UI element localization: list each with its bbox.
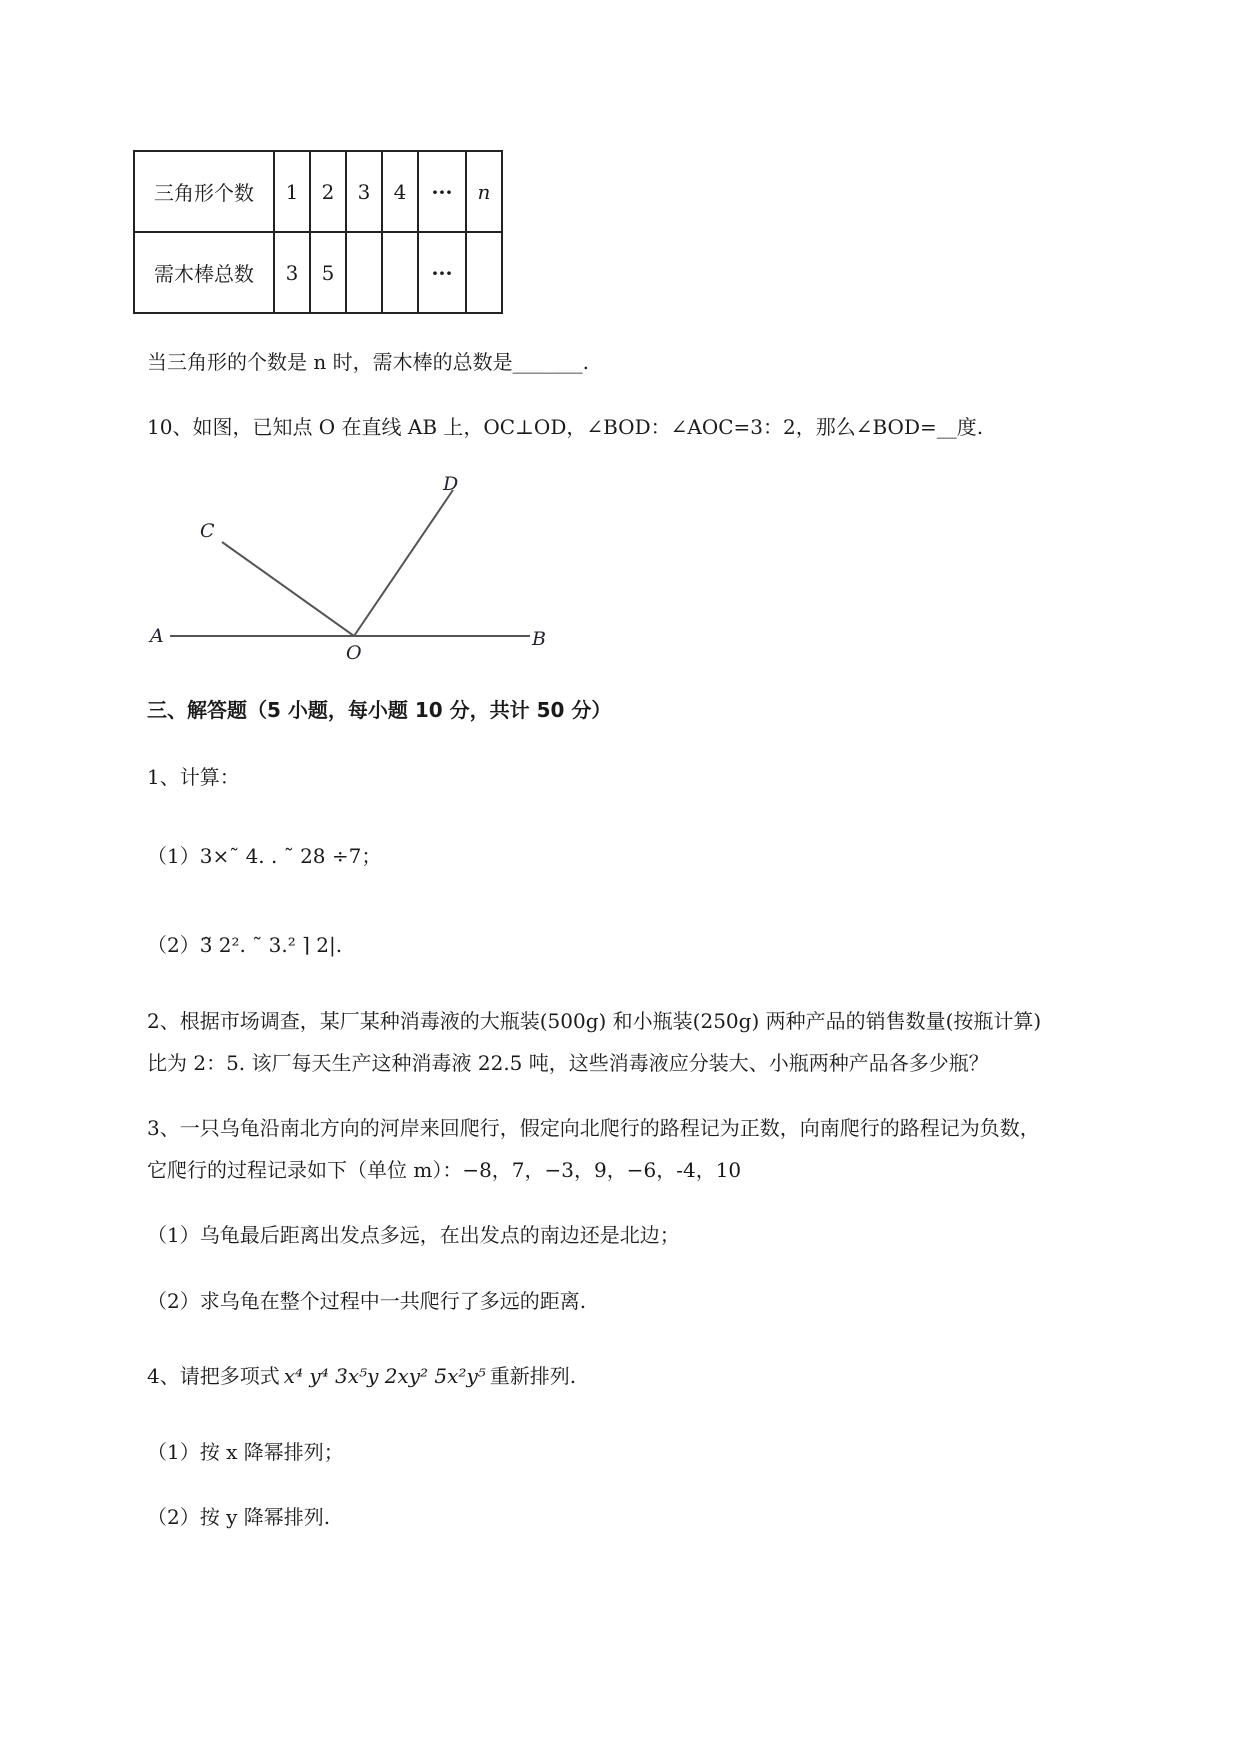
problem-1-sub2: （2）3̃ 2². ˜ 3.² ⌉ 2|. xyxy=(147,933,343,957)
table-cell: n xyxy=(466,151,502,232)
problem-4-sub2: （2）按 y 降幂排列. xyxy=(147,1505,331,1529)
table-row-header: 需木棒总数 xyxy=(134,232,274,313)
problem-1-title: 1、计算： xyxy=(147,765,240,789)
q9-answer-line: 当三角形的个数是 n 时，需木棒的总数是_______. xyxy=(147,350,589,374)
label-b: B xyxy=(532,628,546,650)
problem-4-suffix: 重新排列. xyxy=(489,1364,577,1388)
problem-4-prefix: 4、请把多项式 xyxy=(147,1364,280,1388)
problem-4-sub1: （1）按 x 降幂排列； xyxy=(147,1440,344,1464)
ray-od xyxy=(354,490,453,636)
table-cell xyxy=(466,232,502,313)
table-cell: 3 xyxy=(274,232,310,313)
table-cell: 1 xyxy=(274,151,310,232)
table-row xyxy=(134,151,502,232)
label-o: O xyxy=(346,642,362,660)
problem-3-line1: 3、一只乌龟沿南北方向的河岸来回爬行，假定向北爬行的路程记为正数，向南爬行的路程记为负数， xyxy=(147,1116,1040,1140)
problem-3-sub2: （2）求乌龟在整个过程中一共爬行了多远的距离. xyxy=(147,1289,587,1313)
ray-oc xyxy=(222,542,354,636)
label-a: A xyxy=(150,625,164,647)
table-cell: ··· xyxy=(418,151,466,232)
section-3-title: 三、解答题（5 小题，每小题 10 分，共计 50 分） xyxy=(147,698,612,722)
table-cell xyxy=(346,232,382,313)
table-cell: ··· xyxy=(418,232,466,313)
table-cell: 2 xyxy=(310,151,346,232)
label-d: D xyxy=(443,473,459,495)
problem-1-sub1: （1）3×˜ 4. . ˜ 28 ÷7； xyxy=(147,844,382,868)
question-10: 10、如图，已知点 O 在直线 AB 上，OC⊥OD，∠BOD：∠AOC=3：2，那么∠BOD=__度. xyxy=(147,415,984,439)
table-cell: 5 xyxy=(310,232,346,313)
table-cell xyxy=(382,232,418,313)
table-cell: 4 xyxy=(382,151,418,232)
table-cell: 3 xyxy=(346,151,382,232)
problem-4-expression: x⁴ y⁴ 3x⁵y 2xy² 5x²y⁵ xyxy=(283,1364,486,1388)
label-c: C xyxy=(200,520,215,542)
problem-3-sub1: （1）乌龟最后距离出发点多远，在出发点的南边还是北边； xyxy=(147,1223,680,1247)
triangle-stick-table xyxy=(133,150,503,314)
table-row xyxy=(134,232,502,313)
problem-4-line xyxy=(147,1363,576,1389)
problem-2-line1: 2、根据市场调查，某厂某种消毒液的大瓶装(500g) 和小瓶装(250g) 两种产品的销售数量(按瓶计算) xyxy=(147,1009,1042,1033)
problem-3-line2: 它爬行的过程记录如下（单位 m）：−8，7，−3，9，−6，-4，10 xyxy=(147,1158,742,1182)
problem-2-line2: 比为 2：5. 该厂每天生产这种消毒液 22.5 吨，这些消毒液应分装大、小瓶两种产品各多少瓶？ xyxy=(147,1051,989,1075)
angle-figure xyxy=(140,470,560,660)
table-row-header: 三角形个数 xyxy=(134,151,274,232)
